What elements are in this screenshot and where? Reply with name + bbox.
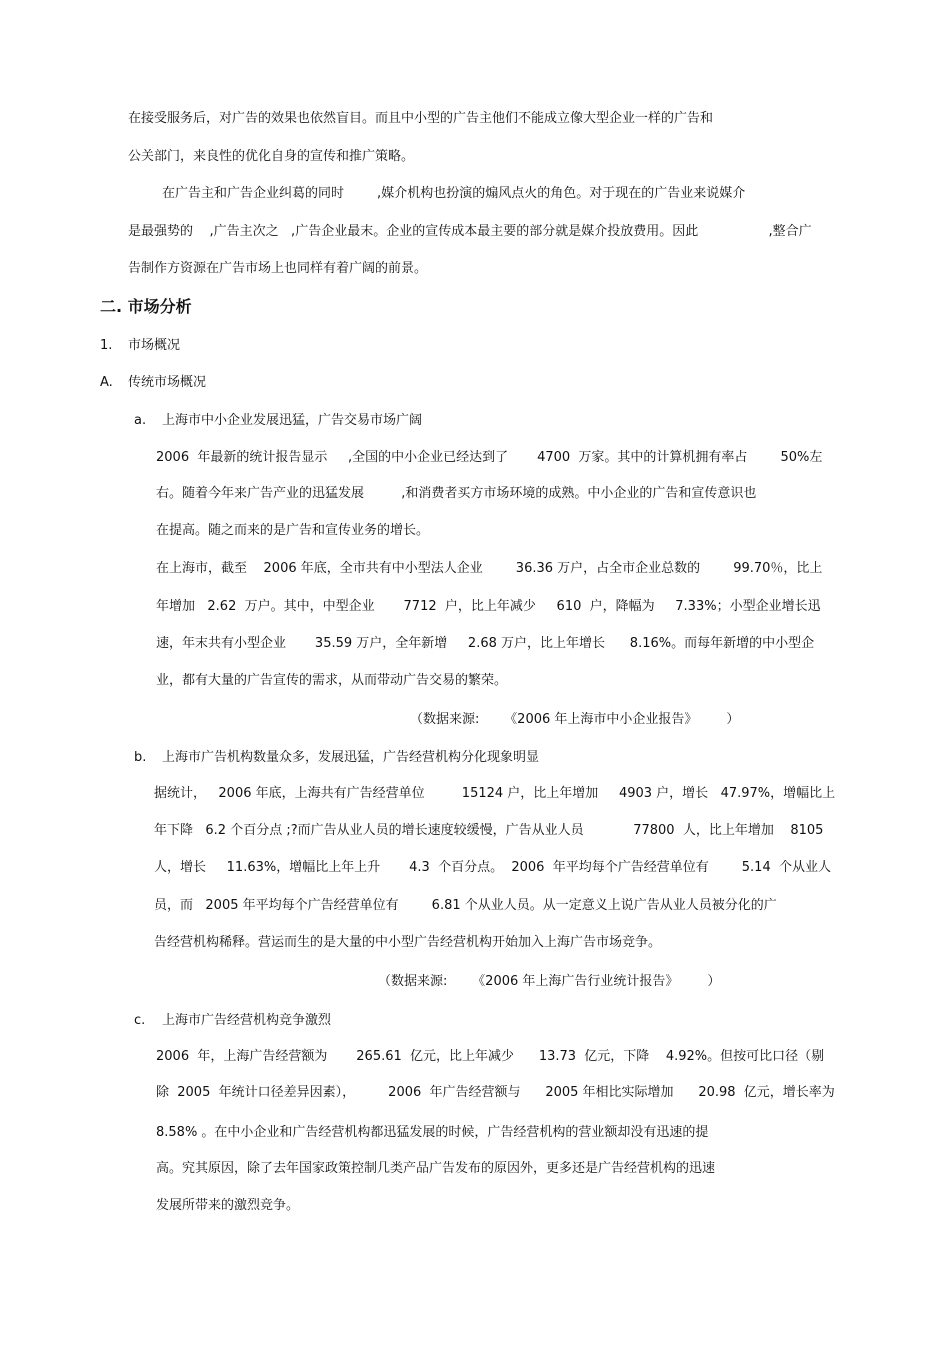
intro-p2-line-2: 是最强势的 ,广告主次之 ,广告企业最末。企业的宣传成本最主要的部分就是媒介投放费用。因此 ,整合广 — [128, 224, 812, 239]
intro-p1-line-2: 公关部门，来良性的优化自身的宣传和推广策略。 — [128, 149, 415, 164]
item-a-p1-line-3: 在提高。随之而来的是广告和宣传业务的增长。 — [156, 523, 430, 538]
intro-p2-line-1: 在广告主和广告企业纠葛的同时 ,媒介机构也扮演的煽风点火的角色。对于现在的广告业来说媒介 — [162, 186, 746, 201]
item-a-p2-line-2: 年增加 2.62 万户。其中，中型企业 7712 户，比上年减少 610 户，降幅为 7.33%；小型企业增长迅 — [156, 599, 821, 614]
item-a-marker: a. — [134, 413, 147, 428]
item-a-p1-line-2: 右。随着今年来广告产业的迅猛发展 ,和消费者买方市场环境的成熟。中小企业的广告和宣传意识也 — [156, 486, 757, 501]
subsection-a-number: A. — [100, 375, 113, 390]
item-b-p1-line-1: 据统计， 2006 年底，上海共有广告经营单位 15124 户，比上年增加 4903 户，增长 47.97%，增幅比上 — [154, 786, 836, 801]
item-a-p2-line-3: 速，年末共有小型企业 35.59 万户，全年新增 2.68 万户，比上年增长 8.16%。而每年新增的中小型企 — [156, 636, 815, 651]
item-b-p1-line-4: 员，而 2005 年平均每个广告经营单位有 6.81 个从业人员。从一定意义上说广告从业人员被分化的广 — [154, 898, 777, 913]
intro-p2-line-3: 告制作方资源在广告市场上也同样有着广阔的前景。 — [128, 261, 428, 276]
item-b-marker: b. — [134, 750, 147, 765]
item-a-source: （数据来源: 《2006 年上海市中小企业报告》 ） — [410, 712, 740, 727]
section-title: 二. 市场分析 — [100, 297, 192, 316]
item-c-title: 上海市广告经营机构竞争激烈 — [162, 1013, 332, 1028]
item-a-p2-line-1: 在上海市，截至 2006 年底，全市共有中小型法人企业 36.36 万户，占全市企业总数的 99.70％，比上 — [156, 561, 823, 576]
item-b-p1-line-5: 告经营机构稀释。营运而生的是大量的中小型广告经营机构开始加入上海广告市场竞争。 — [154, 935, 662, 950]
item-b-source: （数据来源: 《2006 年上海广告行业统计报告》 ） — [378, 974, 721, 989]
intro-p1-line-1: 在接受服务后，对广告的效果也依然盲目。而且中小型的广告主他们不能成立像大型企业一样的广告和 — [128, 111, 714, 126]
item-b-title: 上海市广告机构数量众多，发展迅猛，广告经营机构分化现象明显 — [162, 750, 540, 765]
item-a-p2-line-4: 业，都有大量的广告宣传的需求，从而带动广告交易的繁荣。 — [156, 673, 508, 688]
item-a-title: 上海市中小企业发展迅猛，广告交易市场广阔 — [162, 413, 423, 428]
item-c-p1-line-3: 8.58% 。在中小企业和广告经营机构都迅猛发展的时候，广告经营机构的营业额却没有迅速的提 — [156, 1125, 709, 1140]
item-c-p1-line-4: 高。究其原因，除了去年国家政策控制几类产品广告发布的原因外，更多还是广告经营机构的迅速 — [156, 1161, 716, 1176]
item-c-p1-line-5: 发展所带来的激烈竞争。 — [156, 1198, 300, 1213]
item-c-marker: c. — [134, 1013, 146, 1028]
item-a-p1-line-1: 2006 年最新的统计报告显示 ,全国的中小企业已经达到了 4700 万家。其中的计算机拥有率占 50%左 — [156, 450, 823, 465]
item-b-p1-line-2: 年下降 6.2 个百分点 ;?而广告从业人员的增长速度较缓慢，广告从业人员 77800 人，比上年增加 8105 — [154, 823, 824, 838]
subsection-1-label: 市场概况 — [128, 338, 181, 353]
subsection-1-number: 1. — [100, 338, 113, 353]
subsection-a-label: 传统市场概况 — [128, 375, 207, 390]
item-c-p1-line-2: 除 2005 年统计口径差异因素）， 2006 年广告经营额与 2005 年相比实际增加 20.98 亿元，增长率为 — [156, 1085, 835, 1100]
item-b-p1-line-3: 人，增长 11.63%，增幅比上年上升 4.3 个百分点。 2006 年平均每个广告经营单位有 5.14 个从业人 — [154, 860, 831, 875]
item-c-p1-line-1: 2006 年，上海广告经营额为 265.61 亿元，比上年减少 13.73 亿元，下降 4.92%。但按可比口径（剔 — [156, 1049, 825, 1064]
